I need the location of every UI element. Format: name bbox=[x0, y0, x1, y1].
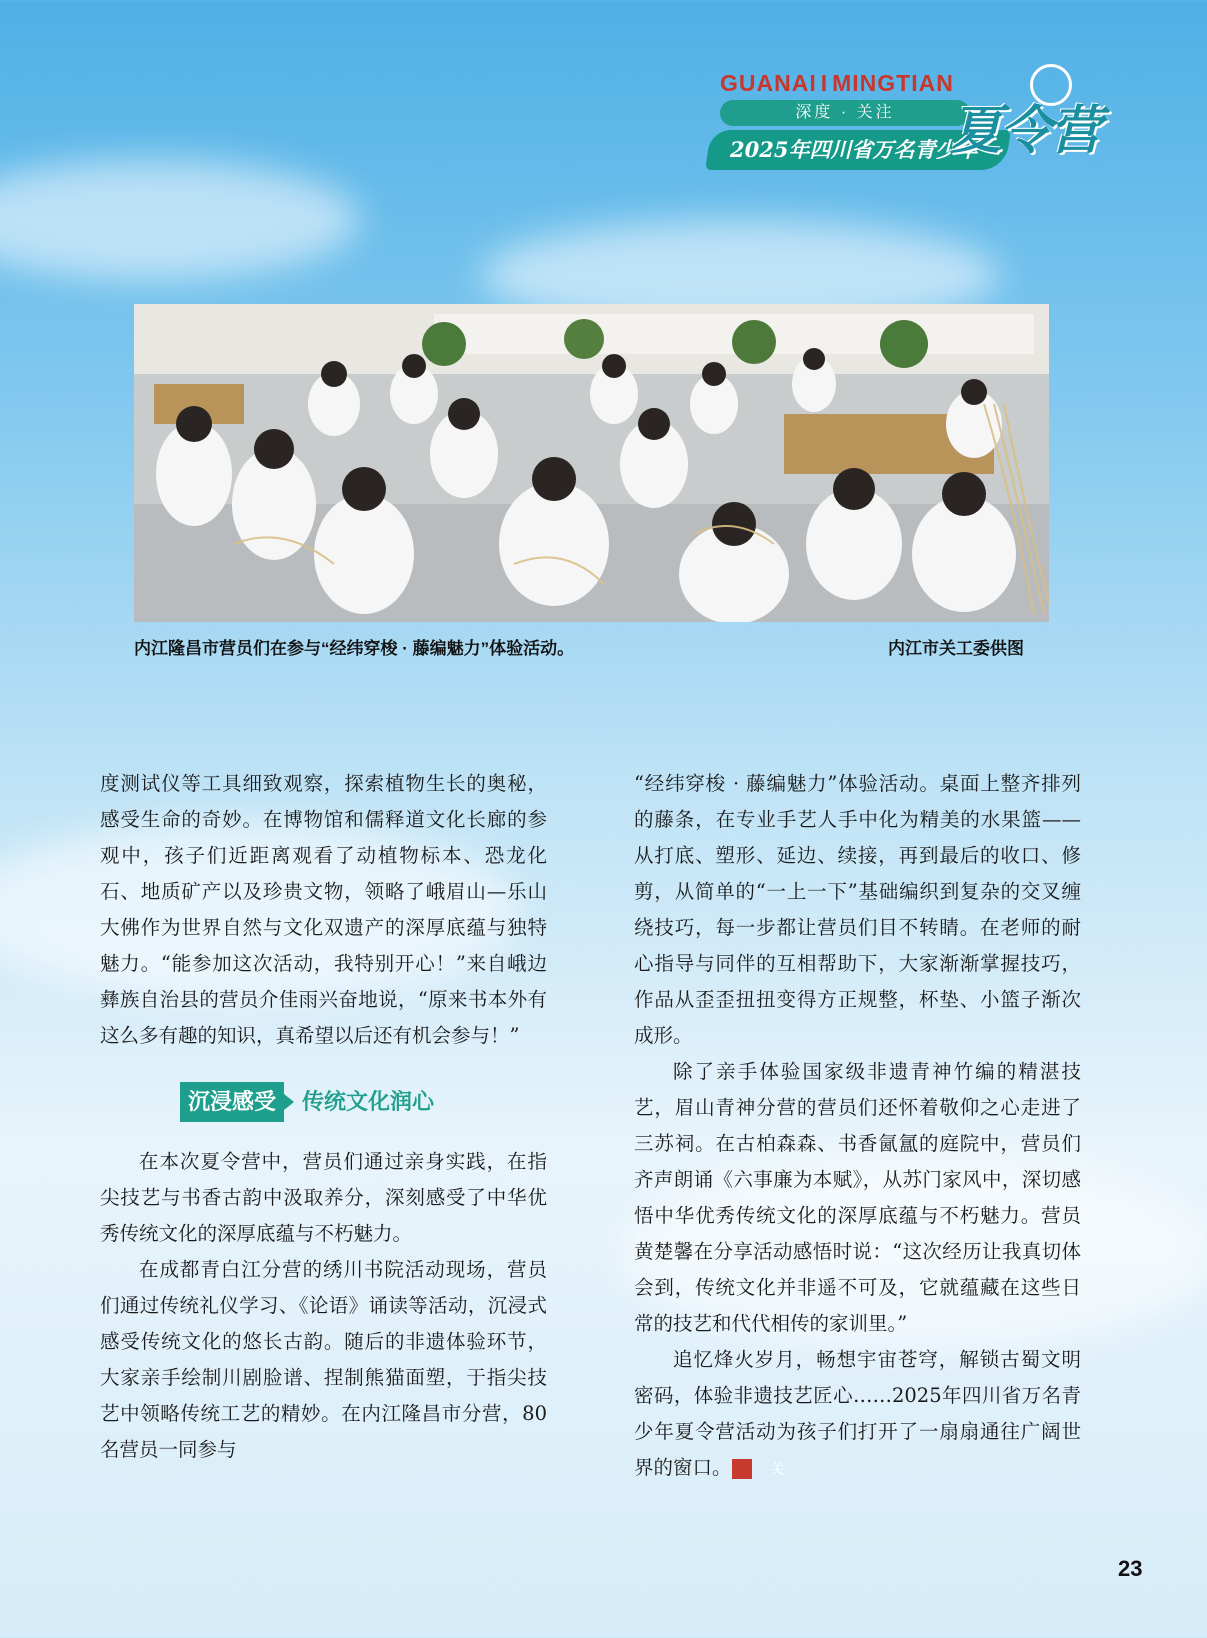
paragraph: “经纬穿梭 · 藤编魅力”体验活动。桌面上整齐排列的藤条，在专业手艺人手中化为精美的水果篮——从打底、塑形、延边、续接，再到最后的收口、修剪，从简单的“一上一下”基础编织到复杂的交叉缠绕技巧，每一步都让营员们目不转睛。在老师的耐心指导与同伴的互相帮助下，大家渐渐掌握技巧，作品从歪歪扭扭变得方正规整，杯垫、小篮子渐次成形。 bbox=[634, 772, 1081, 1047]
photo-caption: 内江隆昌市营员们在参与“经纬穿梭 · 藤编魅力”体验活动。 bbox=[134, 639, 575, 658]
paragraph: 除了亲手体验国家级非遗青神竹编的精湛技艺，眉山青神分营的营员们还怀着敬仰之心走进了三苏祠。在古柏森森、书香氤氲的庭院中，营员们齐声朗诵《六事廉为本赋》，从苏门家风中，深切感悟中华优秀传统文化的深厚底蕴与不朽魅力。营员黄楚馨在分享活动感悟时说：“这次经历让我真切体会到，传统文化并非遥不可及，它就蕴藏在这些日常的技艺和代代相传的家训里。” bbox=[634, 1060, 1081, 1335]
paragraph bbox=[634, 1342, 1081, 1486]
left-column bbox=[100, 766, 547, 1468]
section-heading bbox=[180, 1082, 547, 1122]
photo-credit: 内江市关工委供图 bbox=[888, 639, 1024, 658]
section-tag: 深度 · 关注 bbox=[720, 100, 970, 126]
paragraph: 度测试仪等工具细致观察，探索植物生长的奥秘，感受生命的奇妙。在博物馆和儒释道文化长廊的参观中，孩子们近距离观看了动植物标本、恐龙化石、地质矿产以及珍贵文物，领略了峨眉山—乐山大佛作为世界自然与文化双遗产的深厚底蕴与独特魅力。“能参加这次活动，我特别开心！”来自峨边彝族自治县的营员介佳雨兴奋地说，“原来书本外有这么多有趣的知识，真希望以后还有机会参与！” bbox=[100, 772, 547, 1047]
paragraph-text: 追忆烽火岁月，畅想宇宙苍穹，解锁古蜀文明密码，体验非遗技艺匠心……2025年四川省万名青少年夏令营活动为孩子们打开了一扇扇通往广阔世界的窗口。 bbox=[634, 1348, 1081, 1479]
right-column bbox=[634, 766, 1081, 1486]
column-english-title: GUANAI I MINGTIAN bbox=[720, 70, 954, 96]
activity-photo bbox=[134, 304, 1049, 622]
banner-text: 2025年四川省万名青少年 bbox=[730, 137, 978, 162]
heading-text: 传统文化润心 bbox=[302, 1089, 435, 1114]
paragraph: 在本次夏令营中，营员们通过亲身实践，在指尖技艺与书香古韵中汲取养分，深刻感受了中华优秀传统文化的深厚底蕴与不朽魅力。 bbox=[100, 1150, 547, 1245]
page-number: 23 bbox=[1118, 1556, 1143, 1581]
column-logo bbox=[700, 70, 1140, 180]
cloud-decoration bbox=[0, 160, 360, 280]
paragraph: 在成都青白江分营的绣川书院活动现场，营员们通过传统礼仪学习、《论语》诵读等活动，沉浸式感受传统文化的悠长古韵。随后的非遗体验环节，大家亲手绘制川剧脸谱、捏制熊猫面塑，于指尖技艺中领略传统工艺的精妙。在内江隆昌市分营，80名营员一同参与 bbox=[100, 1258, 547, 1461]
camp-title: 夏令营 bbox=[950, 100, 1101, 161]
end-mark-icon: 关 bbox=[732, 1459, 752, 1479]
arrow-icon bbox=[284, 1094, 294, 1110]
heading-tag: 沉浸感受 bbox=[180, 1082, 284, 1122]
